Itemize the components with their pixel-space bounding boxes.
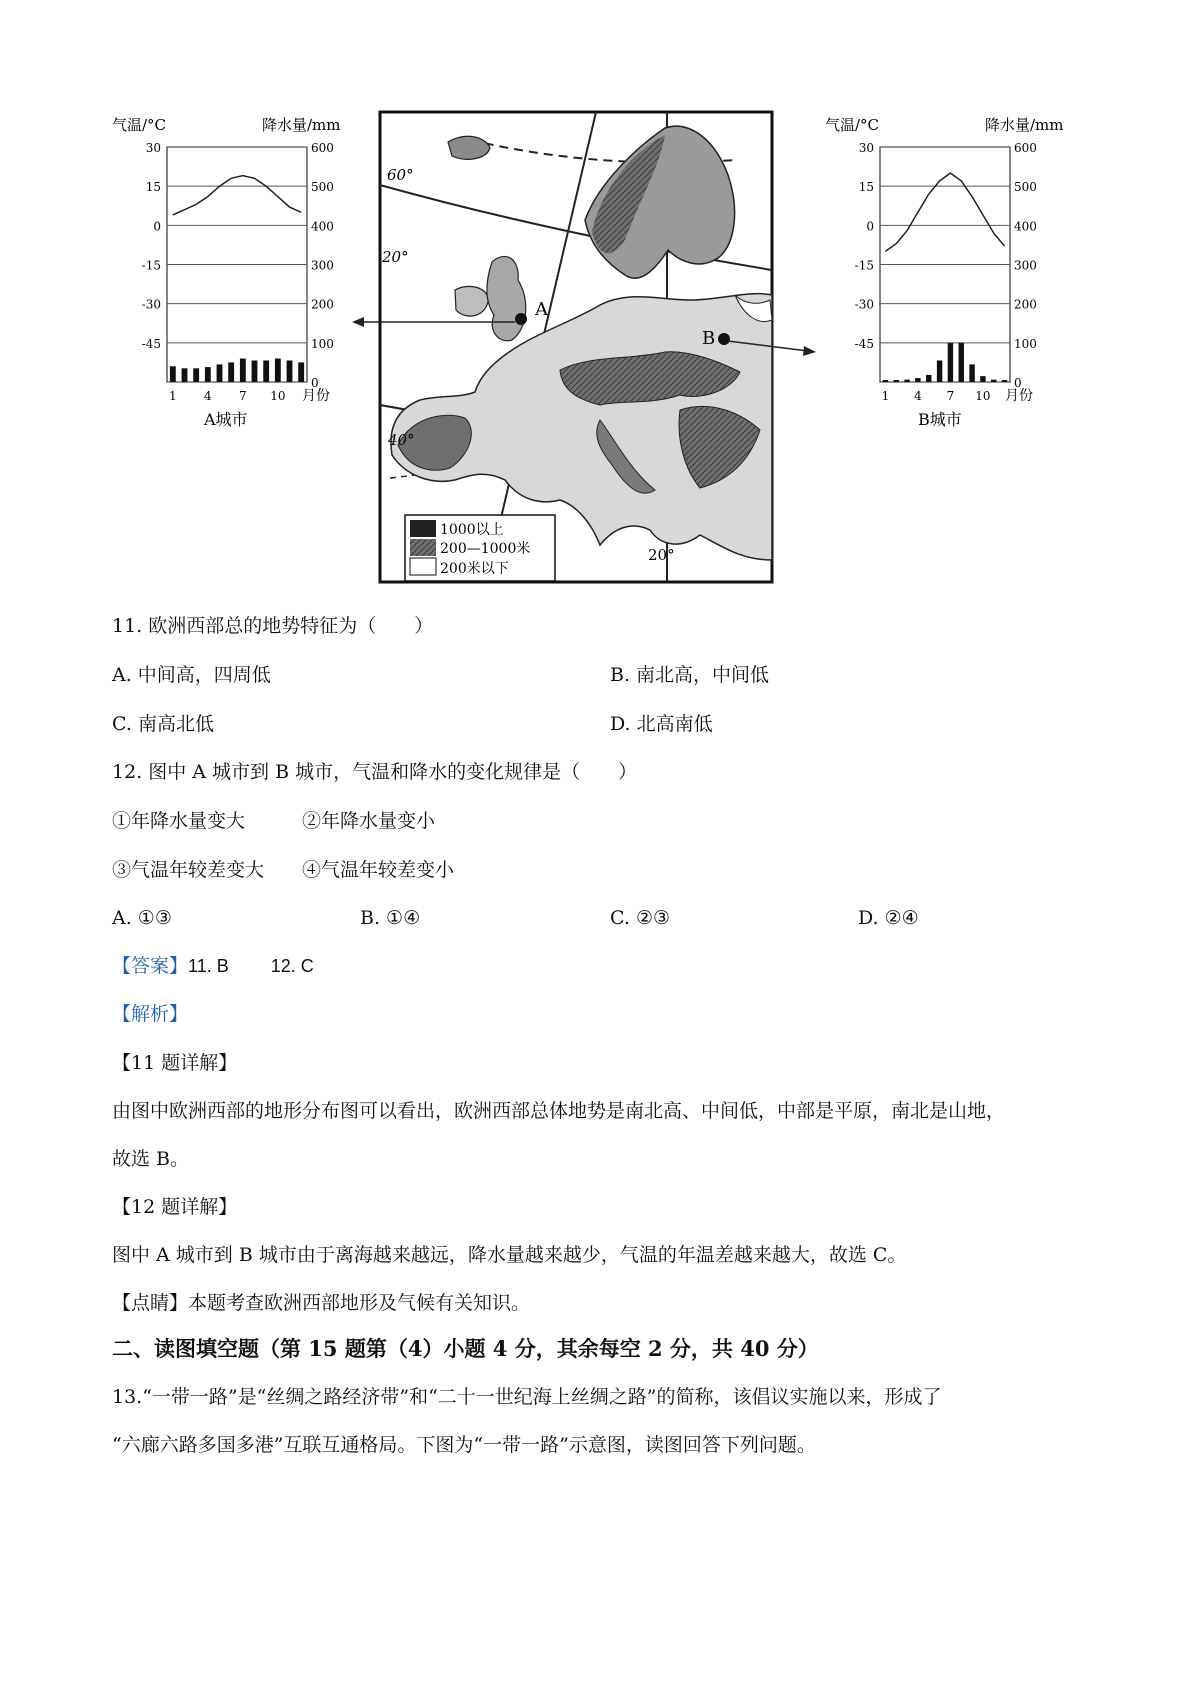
precip-bar xyxy=(217,364,223,382)
precip-tick-label: 400 xyxy=(311,219,334,234)
precip-bar xyxy=(275,359,281,383)
legend-swatch-low xyxy=(410,558,436,575)
analysis-label: 【解析】 xyxy=(112,1003,189,1025)
precip-bar xyxy=(287,360,293,382)
temp-tick-label: -45 xyxy=(141,336,161,351)
chart-b-month-label: 月份 xyxy=(1005,388,1033,404)
precip-bar xyxy=(937,360,942,382)
precip-tick-label: 300 xyxy=(1014,258,1037,273)
q12-statement-1: ①年降水量变大 xyxy=(112,810,246,832)
precip-bar xyxy=(969,364,974,382)
precip-bar xyxy=(193,368,199,382)
chart-city-b xyxy=(825,116,1064,429)
temp-tick-label: -15 xyxy=(854,258,874,273)
precip-bar xyxy=(915,378,920,382)
precip-tick-label: 500 xyxy=(1014,180,1037,195)
answer-line xyxy=(112,953,314,979)
q11-option-c: C. 南高北低 xyxy=(112,713,214,735)
section2-heading: 二、读图填空题（第 15 题第（4）小题 4 分，其余每空 2 分，共 40 分） xyxy=(112,1336,819,1361)
month-tick-label: 7 xyxy=(239,389,247,403)
climate-map-figure xyxy=(0,0,1200,600)
precip-tick-label: 200 xyxy=(1014,297,1037,312)
precip-bar xyxy=(205,367,211,382)
precip-tick-label: 300 xyxy=(311,258,334,273)
detail11-label: 【11 题详解】 xyxy=(112,1052,238,1074)
legend-swatch-high xyxy=(410,520,436,537)
temp-tick-label: 30 xyxy=(858,141,874,155)
q12-statement-3: ③气温年较差变大 xyxy=(112,859,265,881)
month-tick-label: 4 xyxy=(204,389,212,403)
q12-option-b: B. ①④ xyxy=(360,907,421,929)
pointer-label: 【点睛】 xyxy=(112,1292,189,1314)
precip-bar xyxy=(926,375,931,382)
q11-option-b: B. 南北高，中间低 xyxy=(610,664,770,686)
temp-tick-label: 0 xyxy=(866,219,874,234)
precip-bar xyxy=(904,380,909,382)
detail11-line2: 故选 B。 xyxy=(112,1148,190,1170)
europe-relief-map xyxy=(380,112,772,582)
temp-tick-label: -15 xyxy=(141,258,161,273)
temp-tick-label: 0 xyxy=(153,219,161,234)
q12-statement-4: ④气温年较差变小 xyxy=(302,859,455,881)
chart-a-temperature-line xyxy=(173,176,301,215)
precip-bar xyxy=(240,359,246,383)
precip-bar xyxy=(959,343,964,382)
temp-tick-label: 15 xyxy=(858,180,874,195)
precip-tick-label: 400 xyxy=(1014,219,1037,234)
lon-20e-label: 20° xyxy=(648,546,675,564)
map-legend xyxy=(405,515,555,581)
q12-option-a: A. ①③ xyxy=(112,907,172,929)
chart-b-bars xyxy=(883,343,1008,382)
q11-option-d: D. 北高南低 xyxy=(610,713,713,735)
city-a-marker xyxy=(515,313,527,325)
temp-tick-label: -45 xyxy=(854,336,874,351)
q11-option-a: A. 中间高，四周低 xyxy=(112,664,271,686)
chart-a-precip-axis-label: 降水量/mm xyxy=(262,116,341,134)
precip-bar xyxy=(991,380,996,382)
detail11-line1: 由图中欧洲西部的地形分布图可以看出，欧洲西部总体地势是南北高、中间低，中部是平原，南北是山地， xyxy=(112,1100,1006,1122)
month-tick-label: 1 xyxy=(881,389,890,403)
precip-bar xyxy=(894,380,899,382)
chart-a-bars xyxy=(170,359,304,383)
precip-bar xyxy=(263,360,269,382)
legend-swatch-mid xyxy=(410,539,436,556)
chart-a-temp-axis-label: 气温/°C xyxy=(112,116,167,134)
precip-bar xyxy=(182,368,188,382)
lat-40-label: 40° xyxy=(388,431,415,449)
legend-label-mid: 200—1000米 xyxy=(440,541,531,557)
temp-tick-label: -30 xyxy=(141,297,161,312)
precip-bar xyxy=(1002,380,1007,382)
precip-tick-label: 600 xyxy=(311,141,334,155)
month-tick-label: 7 xyxy=(946,389,955,403)
city-b-marker xyxy=(718,333,730,345)
q12-option-c: C. ②③ xyxy=(610,907,671,929)
precip-bar xyxy=(228,362,234,382)
precip-tick-label: 600 xyxy=(1014,141,1037,155)
temp-tick-label: -30 xyxy=(854,297,874,312)
precip-tick-label: 500 xyxy=(311,180,334,195)
answer-11: 11. B xyxy=(188,956,229,976)
pointer-text: 本题考查欧洲西部地形及气候有关知识。 xyxy=(188,1292,531,1314)
chart-b-temp-axis-label: 气温/°C xyxy=(825,116,880,134)
q13-line2: “六廊六路多国多港”互联互通格局。下图为“一带一路”示意图，读图回答下列问题。 xyxy=(112,1434,816,1456)
precip-tick-label: 200 xyxy=(311,297,334,312)
landmass-ireland xyxy=(455,286,488,316)
q12-stem: 12. 图中 A 城市到 B 城市，气温和降水的变化规律是（ ） xyxy=(112,761,638,783)
precip-tick-label: 100 xyxy=(311,336,334,351)
chart-a-month-label: 月份 xyxy=(302,388,330,404)
landmass-iceland xyxy=(448,136,490,159)
temp-tick-label: 30 xyxy=(145,141,161,155)
pointer-line xyxy=(112,1290,530,1316)
chart-a-grid xyxy=(167,147,307,382)
city-b-label: B xyxy=(702,328,716,349)
detail12-line1: 图中 A 城市到 B 城市由于离海越来越远，降水量越来越少，气温的年温差越来越大，故选 C。 xyxy=(112,1244,907,1266)
q12-statement-2: ②年降水量变小 xyxy=(302,810,436,832)
answer-label: 【答案】 xyxy=(112,955,189,977)
precip-bar xyxy=(252,360,258,382)
q11-stem: 11. 欧洲西部总的地势特征为（ ） xyxy=(112,615,434,637)
chart-city-a xyxy=(112,116,341,429)
month-tick-label: 4 xyxy=(914,389,922,403)
chart-a-ticks xyxy=(142,141,334,403)
chart-b-precip-axis-label: 降水量/mm xyxy=(985,116,1064,134)
month-tick-label: 10 xyxy=(975,389,991,403)
city-a-label: A xyxy=(535,299,548,320)
q13-line1: 13.“一带一路”是“丝绸之路经济带”和“二十一世纪海上丝绸之路”的简称，该倡议实施以来，形成了 xyxy=(112,1386,942,1408)
precip-tick-label: 100 xyxy=(1014,336,1037,351)
chart-b-title: B城市 xyxy=(918,410,962,429)
legend-label-low: 200米以下 xyxy=(440,561,509,577)
precip-bar xyxy=(980,376,985,382)
legend-label-high: 1000以上 xyxy=(440,522,504,538)
q12-option-d: D. ②④ xyxy=(858,907,919,929)
lat-60-label: 60° xyxy=(387,166,414,184)
month-tick-label: 10 xyxy=(270,389,286,403)
precip-bar xyxy=(948,343,953,382)
chart-b-grid xyxy=(880,147,1010,382)
precip-bar xyxy=(170,366,176,382)
lon-20w-label: 20° xyxy=(382,248,409,266)
temp-tick-label: 15 xyxy=(145,180,161,195)
chart-b-temperature-line xyxy=(885,173,1004,251)
detail12-label: 【12 题详解】 xyxy=(112,1196,238,1218)
chart-a-title: A城市 xyxy=(204,410,248,429)
precip-tick-label: 0 xyxy=(1014,376,1022,390)
month-tick-label: 1 xyxy=(169,389,177,403)
precip-bar xyxy=(298,362,304,382)
precip-bar xyxy=(883,380,888,382)
answer-12: 12. C xyxy=(270,956,314,976)
precip-tick-label: 0 xyxy=(311,376,319,390)
